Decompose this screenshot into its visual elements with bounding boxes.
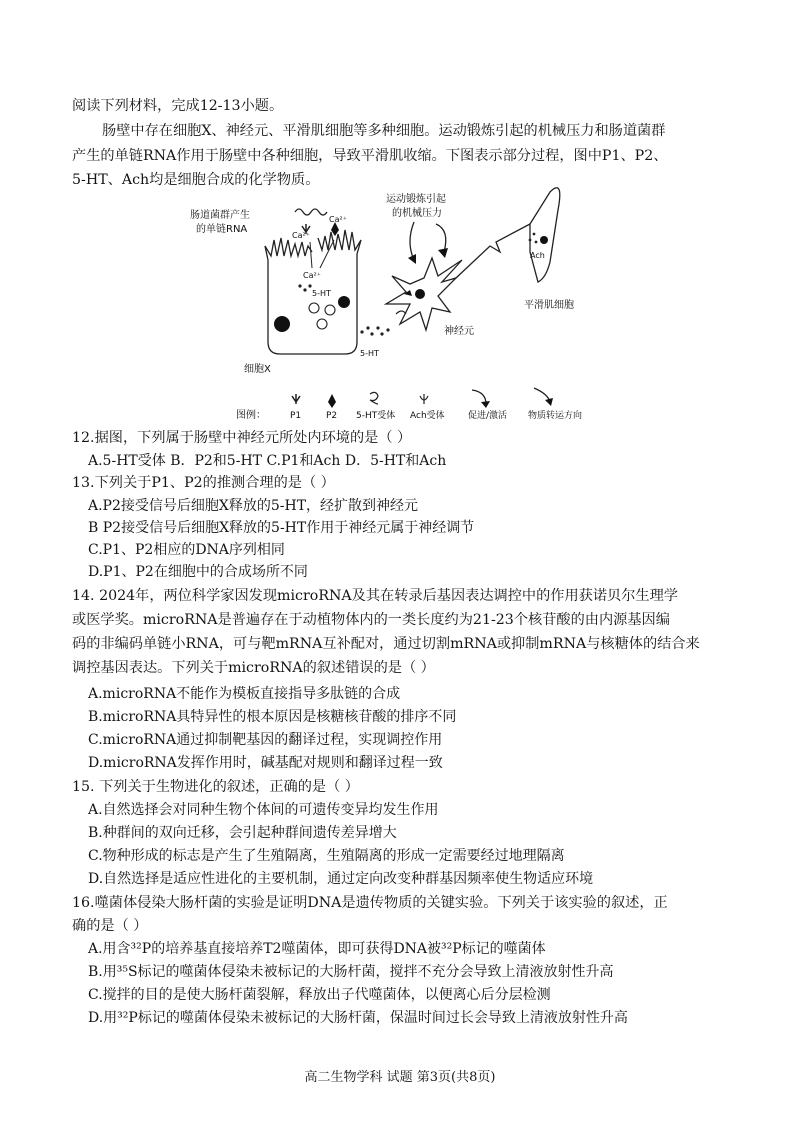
legend-p1-label: P1 <box>290 411 302 421</box>
ca-label-2: Ca²⁺ <box>329 215 347 224</box>
5ht-inside-label: 5-HT <box>312 289 331 298</box>
question-13-option-b: B P2接受信号后细胞X释放的5-HT作用于神经元属于神经调节 <box>88 520 475 536</box>
smooth-muscle-nucleus <box>540 236 548 244</box>
question-13-option-a: A.P2接受信号后细胞X释放的5-HT，经扩散到神经元 <box>88 498 419 514</box>
question-14-option-c: C.microRNA通过抑制靶基因的翻译过程，实现调控作用 <box>88 732 443 748</box>
legend-ach-receptor-icon <box>420 394 428 404</box>
material-paragraph-line-3: 5-HT、Ach均是细胞合成的化学物质。 <box>72 172 320 188</box>
cell-x-label: 细胞X <box>244 364 271 375</box>
legend-p1-icon <box>292 394 300 404</box>
legend-5ht-receptor-icon <box>370 392 378 404</box>
question-14-option-b: B.microRNA具特异性的根本原因是核糖核苷酸的排序不同 <box>88 709 457 725</box>
material-paragraph-line-2: 产生的单链RNA作用于肠壁中各种细胞，导致平滑肌收缩。下图表示部分过程，图中P1、P2、 <box>72 148 668 164</box>
question-13-option-c: C.P1、P2相应的DNA序列相同 <box>88 542 285 558</box>
question-12-stem: 12.据图，下列属于肠壁中神经元所处内环境的是（ ） <box>72 430 412 446</box>
question-12-options: A.5-HT受体 B．P2和5-HT C.P1和Ach D．5-HT和Ach <box>88 453 447 469</box>
neuron-label: 神经元 <box>444 326 474 337</box>
legend-p2-icon <box>328 394 336 408</box>
question-16-option-d: D.用³²P标记的噬菌体侵染未被标记的大肠杆菌，保温时间过长会导致上清液放射性升高 <box>88 1010 628 1026</box>
neuron-nucleus <box>415 289 425 299</box>
question-15-stem: 15. 下列关于生物进化的叙述，正确的是（ ） <box>72 779 359 795</box>
question-15-option-a: A.自然选择会对同种生物个体间的可遗传变异均发生作用 <box>88 802 439 818</box>
calcium-flow-arrows <box>310 240 334 268</box>
legend-ach-receptor-label: Ach受体 <box>410 411 445 421</box>
single-strand-rna-icon <box>295 209 327 215</box>
pressure-arrow-icon <box>438 248 448 258</box>
smooth-muscle-label: 平滑肌细胞 <box>524 300 574 311</box>
material-paragraph-line-1: 肠壁中存在细胞X、神经元、平滑肌细胞等多种细胞。运动锻炼引起的机械压力和肠道菌群 <box>102 123 666 139</box>
cell-x-nucleus <box>274 316 290 332</box>
cell-x-granule <box>338 296 350 308</box>
legend-transport-label: 物质转运方向 <box>528 411 583 421</box>
5ht-released-dots <box>360 326 389 335</box>
legend-p2-label: P2 <box>326 411 338 421</box>
legend-promote-icon <box>481 401 490 408</box>
5ht-outside-label: 5-HT <box>360 349 379 358</box>
question-14-line-2: 或医学奖。microRNA是普遍存在于动植物体内的一类长度约为21-23个核苷酸的由内源基因编 <box>72 612 670 628</box>
page-footer: 高二生物学科 试题 第3页(共8页) <box>304 1070 496 1085</box>
vesicle-icon <box>325 305 335 315</box>
legend-transport-icon <box>545 398 553 406</box>
question-14-line-3: 码的非编码单链小RNA，可与靶mRNA互补配对，通过切割mRNA或抑制mRNA与核糖体的结合来 <box>72 636 700 652</box>
question-13-stem: 13.下列关于P1、P2的推测合理的是（ ） <box>72 475 335 491</box>
question-15-option-c: C.物种形成的标志是产生了生殖隔离，生殖隔离的形成一定需要经过地理隔离 <box>88 848 565 864</box>
intestine-diagram <box>190 182 620 424</box>
question-14-line-1: 14. 2024年，两位科学家因发现microRNA及其在转录后基因表达调控中的作用获诺贝尔生理学 <box>72 588 678 604</box>
question-16-option-c: C.搅拌的目的是使大肠杆菌裂解，释放出子代噬菌体，以便离心后分层检测 <box>88 987 551 1003</box>
question-16-line-1: 16.噬菌体侵染大肠杆菌的实验是证明DNA是遗传物质的关键实验。下列关于该实验的叙述，正 <box>72 895 668 911</box>
rna-label-line-1: 肠道菌群产生 <box>190 210 250 221</box>
question-14-line-4: 调控基因表达。下列关于microRNA的叙述错误的是（ ） <box>72 660 435 676</box>
legend-5ht-receptor-label: 5-HT受体 <box>356 411 396 421</box>
question-14-option-d: D.microRNA发挥作用时，碱基配对规则和翻译过程一致 <box>88 755 443 771</box>
ca-label-3: Ca²⁺ <box>303 271 321 280</box>
question-14-option-a: A.microRNA不能作为模板直接指导多肽链的合成 <box>88 686 401 702</box>
question-16-option-b: B.用³⁵S标记的噬菌体侵染未被标记的大肠杆菌，搅拌不充分会导致上清液放射性升高 <box>88 964 614 980</box>
question-13-option-d: D.P1、P2在细胞中的合成场所不同 <box>88 564 308 580</box>
vesicle-icon <box>309 303 319 313</box>
neuron-axon <box>456 224 530 278</box>
material-instruction: 阅读下列材料，完成12-13小题。 <box>72 98 284 114</box>
ca-label-1: Ca²⁺ <box>292 231 310 240</box>
ach-label: Ach <box>530 251 545 260</box>
rna-label-line-2: 的单链RNA <box>196 224 248 235</box>
question-16-line-2: 确的是（ ） <box>72 918 148 934</box>
question-16-option-a: A.用含³²P的培养基直接培养T2噬菌体，即可获得DNA被³²P标记的噬菌体 <box>88 941 546 957</box>
pressure-label-line-2: 的机械压力 <box>392 208 442 219</box>
vesicle-icon <box>317 319 327 329</box>
question-15-option-b: B.种群间的双向迁移，会引起种群间遗传差异增大 <box>88 825 397 841</box>
legend-title: 图例： <box>236 410 266 421</box>
question-15-option-d: D.自然选择是适应性进化的主要机制，通过定向改变种群基因频率使生物适应环境 <box>88 871 594 887</box>
pressure-label-line-1: 运动锻炼引起 <box>386 194 446 205</box>
legend-promote-label: 促进/激活 <box>468 411 508 421</box>
